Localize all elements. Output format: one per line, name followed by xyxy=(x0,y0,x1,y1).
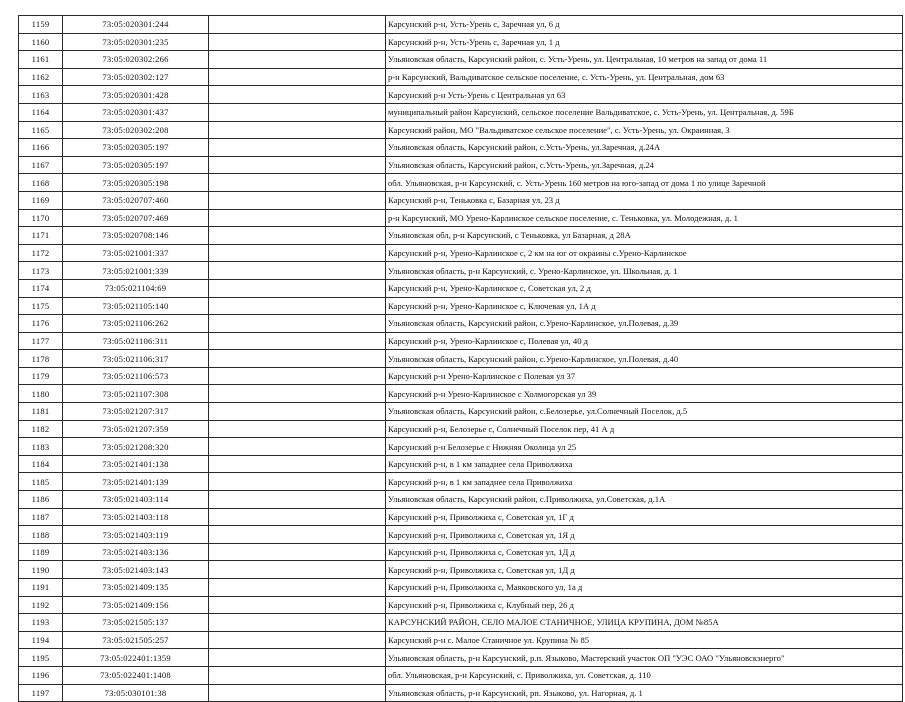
row-number-cell: 1179 xyxy=(19,367,63,385)
cadastral-number-cell: 73:05:021207:359 xyxy=(63,420,209,438)
cadastral-number-cell: 73:05:020302:208 xyxy=(63,121,209,139)
row-number-cell: 1194 xyxy=(19,631,63,649)
empty-cell xyxy=(209,666,386,684)
table-row xyxy=(19,526,903,544)
cadastral-number-cell: 73:05:021207:317 xyxy=(63,403,209,421)
registry-table xyxy=(18,15,903,702)
empty-cell xyxy=(209,614,386,632)
address-cell: Карсунский р-н, Белозерье с, Солнечный Поселок пер, 41 А д xyxy=(386,420,903,438)
cadastral-number-cell: 73:05:021208:320 xyxy=(63,438,209,456)
address-cell: Карсунский р-н, в 1 км западнее села Приволжиха xyxy=(386,473,903,491)
cadastral-number-cell: 73:05:021403:114 xyxy=(63,491,209,509)
empty-cell xyxy=(209,491,386,509)
empty-cell xyxy=(209,262,386,280)
cadastral-number-cell: 73:05:021403:118 xyxy=(63,508,209,526)
address-cell: Ульяновская область, Карсунский район, с.Урено-Карлинское, ул.Полевая, д.40 xyxy=(386,350,903,368)
cadastral-number-cell: 73:05:030101:38 xyxy=(63,684,209,702)
empty-cell xyxy=(209,156,386,174)
cadastral-number-cell: 73:05:021409:135 xyxy=(63,579,209,597)
cadastral-number-cell: 73:05:021106:317 xyxy=(63,350,209,368)
cadastral-number-cell: 73:05:021104:69 xyxy=(63,279,209,297)
cadastral-number-cell: 73:05:021001:339 xyxy=(63,262,209,280)
row-number-cell: 1192 xyxy=(19,596,63,614)
row-number-cell: 1161 xyxy=(19,51,63,69)
cadastral-number-cell: 73:05:021505:137 xyxy=(63,614,209,632)
address-cell: Карсунский р-н Усть-Урень с Центральная ул 63 xyxy=(386,86,903,104)
row-number-cell: 1183 xyxy=(19,438,63,456)
address-cell: Карсунский р-н, Приволжиха с, Советская ул, 1Я д xyxy=(386,526,903,544)
address-cell: Карсунский р-н, Урено-Карлинское с, Полевая ул, 40 д xyxy=(386,332,903,350)
row-number-cell: 1186 xyxy=(19,491,63,509)
address-cell: обл. Ульяновская, р-н Карсунский, с. Приволжиха, ул. Советская, д. 110 xyxy=(386,666,903,684)
address-cell: Ульяновская область, Карсунский район, с.Усть-Урень, ул.Заречная, д.24А xyxy=(386,139,903,157)
row-number-cell: 1176 xyxy=(19,315,63,333)
empty-cell xyxy=(209,561,386,579)
row-number-cell: 1185 xyxy=(19,473,63,491)
empty-cell xyxy=(209,631,386,649)
address-cell: р-н Карсунский, Вальдиватское сельское поселение, с. Усть-Урень, ул. Центральная, дом 63 xyxy=(386,68,903,86)
row-number-cell: 1172 xyxy=(19,244,63,262)
empty-cell xyxy=(209,227,386,245)
cadastral-number-cell: 73:05:020305:197 xyxy=(63,156,209,174)
cadastral-number-cell: 73:05:021403:136 xyxy=(63,543,209,561)
address-cell: Карсунский р-н, в 1 км западнее села Приволжиха xyxy=(386,455,903,473)
cadastral-number-cell: 73:05:021409:156 xyxy=(63,596,209,614)
row-number-cell: 1163 xyxy=(19,86,63,104)
table-row xyxy=(19,438,903,456)
address-cell: Ульяновская область, Карсунский район, с.Белозерье, ул.Солнечный Поселок, д.5 xyxy=(386,403,903,421)
address-cell: Карсунский р-н, Приволжиха с, Советская ул, 1Г д xyxy=(386,508,903,526)
row-number-cell: 1184 xyxy=(19,455,63,473)
row-number-cell: 1177 xyxy=(19,332,63,350)
empty-cell xyxy=(209,508,386,526)
cadastral-number-cell: 73:05:020305:198 xyxy=(63,174,209,192)
row-number-cell: 1162 xyxy=(19,68,63,86)
address-cell: Карсунский р-н, Приволжиха с, Маяковского ул, 1а д xyxy=(386,579,903,597)
address-cell: Ульяновская область, Карсунский район, с. Усть-Урень, ул. Центральная, 10 метров на запад от дома 11 xyxy=(386,51,903,69)
address-cell: р-н Карсунский, МО Урено-Карлинское сельское поселение, с. Теньковка, ул. Молодежная, д. 1 xyxy=(386,209,903,227)
row-number-cell: 1170 xyxy=(19,209,63,227)
address-cell: КАРСУНСКИЙ РАЙОН, СЕЛО МАЛОЕ СТАНИЧНОЕ, УЛИЦА КРУПИНА, ДОМ №85А xyxy=(386,614,903,632)
row-number-cell: 1181 xyxy=(19,403,63,421)
table-row xyxy=(19,403,903,421)
table-row xyxy=(19,174,903,192)
row-number-cell: 1165 xyxy=(19,121,63,139)
row-number-cell: 1167 xyxy=(19,156,63,174)
table-row xyxy=(19,596,903,614)
empty-cell xyxy=(209,332,386,350)
table-row xyxy=(19,367,903,385)
registry-table-body xyxy=(19,16,903,702)
table-row xyxy=(19,543,903,561)
table-row xyxy=(19,191,903,209)
cadastral-number-cell: 73:05:020708:146 xyxy=(63,227,209,245)
table-row xyxy=(19,350,903,368)
empty-cell xyxy=(209,86,386,104)
cadastral-number-cell: 73:05:020302:127 xyxy=(63,68,209,86)
address-cell: Карсунский р-н, Урено-Карлинское с, Ключевая ул, 1А д xyxy=(386,297,903,315)
table-row xyxy=(19,473,903,491)
row-number-cell: 1190 xyxy=(19,561,63,579)
table-row xyxy=(19,614,903,632)
empty-cell xyxy=(209,543,386,561)
cadastral-number-cell: 73:05:021403:143 xyxy=(63,561,209,579)
cadastral-number-cell: 73:05:020707:469 xyxy=(63,209,209,227)
cadastral-number-cell: 73:05:020301:244 xyxy=(63,16,209,34)
address-cell: обл. Ульяновская, р-н Карсунский, с. Усть-Урень 160 метров на юго-запад от дома 1 по улице Заречной xyxy=(386,174,903,192)
table-row xyxy=(19,579,903,597)
empty-cell xyxy=(209,473,386,491)
empty-cell xyxy=(209,438,386,456)
table-row xyxy=(19,121,903,139)
cadastral-number-cell: 73:05:021401:139 xyxy=(63,473,209,491)
empty-cell xyxy=(209,191,386,209)
table-row xyxy=(19,68,903,86)
table-row xyxy=(19,666,903,684)
empty-cell xyxy=(209,139,386,157)
cadastral-number-cell: 73:05:021106:311 xyxy=(63,332,209,350)
cadastral-number-cell: 73:05:021403:119 xyxy=(63,526,209,544)
table-row xyxy=(19,262,903,280)
empty-cell xyxy=(209,103,386,121)
row-number-cell: 1197 xyxy=(19,684,63,702)
cadastral-number-cell: 73:05:020301:235 xyxy=(63,33,209,51)
cadastral-number-cell: 73:05:022401:1359 xyxy=(63,649,209,667)
address-cell: Ульяновская область, Карсунский район, с.Усть-Урень, ул.Заречная, д.24 xyxy=(386,156,903,174)
table-row xyxy=(19,332,903,350)
cadastral-number-cell: 73:05:020707:460 xyxy=(63,191,209,209)
empty-cell xyxy=(209,649,386,667)
empty-cell xyxy=(209,367,386,385)
empty-cell xyxy=(209,244,386,262)
empty-cell xyxy=(209,579,386,597)
table-row xyxy=(19,297,903,315)
cadastral-number-cell: 73:05:020301:428 xyxy=(63,86,209,104)
address-cell: Ульяновская обл, р-н Карсунский, с Теньковка, ул Базарная, д 28А xyxy=(386,227,903,245)
address-cell: Ульяновская область, р-н Карсунский, с. Урено-Карлинское, ул. Школьная, д. 1 xyxy=(386,262,903,280)
empty-cell xyxy=(209,297,386,315)
row-number-cell: 1159 xyxy=(19,16,63,34)
cadastral-number-cell: 73:05:020302:266 xyxy=(63,51,209,69)
table-row xyxy=(19,139,903,157)
table-row xyxy=(19,16,903,34)
cadastral-number-cell: 73:05:021107:308 xyxy=(63,385,209,403)
address-cell: Карсунский р-н, Усть-Урень с, Заречная ул, 1 д xyxy=(386,33,903,51)
address-cell: Ульяновская область, р-н Карсунский, рп. Языково, ул. Нагорная, д. 1 xyxy=(386,684,903,702)
row-number-cell: 1180 xyxy=(19,385,63,403)
table-row xyxy=(19,103,903,121)
address-cell: Карсунский р-н с. Малое Станичное ул. Крупина № 85 xyxy=(386,631,903,649)
row-number-cell: 1193 xyxy=(19,614,63,632)
empty-cell xyxy=(209,350,386,368)
table-row xyxy=(19,156,903,174)
address-cell: Карсунский р-н, Приволжиха с, Клубный пер, 26 д xyxy=(386,596,903,614)
table-row xyxy=(19,631,903,649)
empty-cell xyxy=(209,315,386,333)
cadastral-number-cell: 73:05:021105:140 xyxy=(63,297,209,315)
row-number-cell: 1187 xyxy=(19,508,63,526)
row-number-cell: 1168 xyxy=(19,174,63,192)
address-cell: Карсунский район, МО "Вальдиватское сельское поселение", с. Усть-Урень, ул. Окраинная, 3 xyxy=(386,121,903,139)
table-row xyxy=(19,33,903,51)
row-number-cell: 1173 xyxy=(19,262,63,280)
empty-cell xyxy=(209,121,386,139)
table-row xyxy=(19,455,903,473)
address-cell: Карсунский р-н, Приволжиха с, Советская ул, 1Д д xyxy=(386,561,903,579)
table-row xyxy=(19,649,903,667)
cadastral-number-cell: 73:05:021505:257 xyxy=(63,631,209,649)
address-cell: Ульяновская область, Карсунский район, с.Урено-Карлинское, ул.Полевая, д.39 xyxy=(386,315,903,333)
empty-cell xyxy=(209,33,386,51)
cadastral-number-cell: 73:05:021106:573 xyxy=(63,367,209,385)
row-number-cell: 1174 xyxy=(19,279,63,297)
table-row xyxy=(19,51,903,69)
row-number-cell: 1196 xyxy=(19,666,63,684)
address-cell: Ульяновская область, р-н Карсунский, р.п. Языково, Мастерский участок ОП "УЭС ОАО "Ульяновскэнерго" xyxy=(386,649,903,667)
table-row xyxy=(19,244,903,262)
row-number-cell: 1195 xyxy=(19,649,63,667)
table-row xyxy=(19,209,903,227)
address-cell: Карсунский р-н, Урено-Карлинское с, Советская ул, 2 д xyxy=(386,279,903,297)
empty-cell xyxy=(209,16,386,34)
row-number-cell: 1178 xyxy=(19,350,63,368)
row-number-cell: 1182 xyxy=(19,420,63,438)
empty-cell xyxy=(209,403,386,421)
empty-cell xyxy=(209,684,386,702)
empty-cell xyxy=(209,385,386,403)
address-cell: Карсунский р-н, Приволжиха с, Советская ул, 1Д д xyxy=(386,543,903,561)
empty-cell xyxy=(209,455,386,473)
row-number-cell: 1188 xyxy=(19,526,63,544)
row-number-cell: 1160 xyxy=(19,33,63,51)
cadastral-number-cell: 73:05:020301:437 xyxy=(63,103,209,121)
table-row xyxy=(19,385,903,403)
row-number-cell: 1191 xyxy=(19,579,63,597)
cadastral-number-cell: 73:05:021001:337 xyxy=(63,244,209,262)
table-row xyxy=(19,227,903,245)
empty-cell xyxy=(209,596,386,614)
row-number-cell: 1166 xyxy=(19,139,63,157)
table-row xyxy=(19,508,903,526)
row-number-cell: 1175 xyxy=(19,297,63,315)
empty-cell xyxy=(209,68,386,86)
cadastral-number-cell: 73:05:021401:138 xyxy=(63,455,209,473)
empty-cell xyxy=(209,420,386,438)
table-row xyxy=(19,491,903,509)
empty-cell xyxy=(209,51,386,69)
empty-cell xyxy=(209,279,386,297)
empty-cell xyxy=(209,526,386,544)
cadastral-number-cell: 73:05:021106:262 xyxy=(63,315,209,333)
row-number-cell: 1189 xyxy=(19,543,63,561)
table-row xyxy=(19,315,903,333)
table-row xyxy=(19,561,903,579)
table-row xyxy=(19,684,903,702)
empty-cell xyxy=(209,209,386,227)
address-cell: муниципальный район Карсунский, сельское поселение Вальдиватское, с. Усть-Урень, ул. Центральная, д. 59Б xyxy=(386,103,903,121)
address-cell: Карсунский р-н, Урено-Карлинское с, 2 км на юг от окраины с.Урено-Карлинское xyxy=(386,244,903,262)
table-row xyxy=(19,86,903,104)
address-cell: Карсунский р-н Белозерье с Нижняя Околица ул 25 xyxy=(386,438,903,456)
table-row xyxy=(19,420,903,438)
address-cell: Карсунский р-н, Теньковка с, Базарная ул, 23 д xyxy=(386,191,903,209)
registry-page xyxy=(18,15,896,702)
row-number-cell: 1164 xyxy=(19,103,63,121)
address-cell: Карсунский р-н Урено-Карлинское с Полевая ул 37 xyxy=(386,367,903,385)
empty-cell xyxy=(209,174,386,192)
cadastral-number-cell: 73:05:020305:197 xyxy=(63,139,209,157)
address-cell: Карсунский р-н Урено-Карлинское с Холмогорская ул 39 xyxy=(386,385,903,403)
row-number-cell: 1169 xyxy=(19,191,63,209)
address-cell: Ульяновская область, Карсунский район, с.Приволжиха, ул.Советская, д.1А xyxy=(386,491,903,509)
row-number-cell: 1171 xyxy=(19,227,63,245)
table-row xyxy=(19,279,903,297)
address-cell: Карсунский р-н, Усть-Урень с, Заречная ул, 6 д xyxy=(386,16,903,34)
cadastral-number-cell: 73:05:022401:1408 xyxy=(63,666,209,684)
